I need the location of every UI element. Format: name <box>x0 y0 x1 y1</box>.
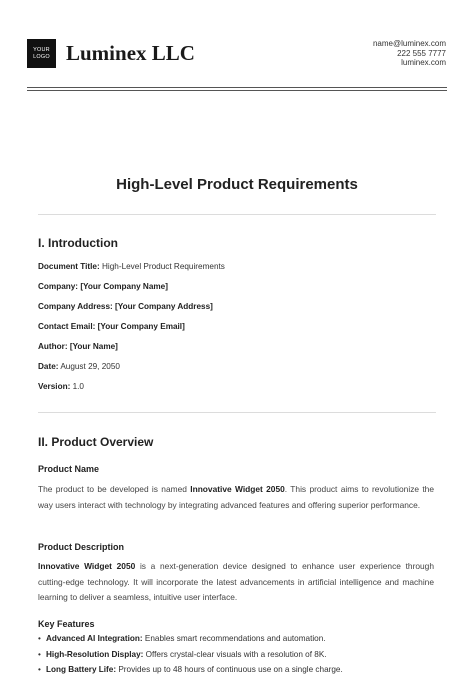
document-title: High-Level Product Requirements <box>116 176 358 193</box>
contact-email[interactable]: name@luminex.com <box>372 39 446 48</box>
header-rule-secondary <box>27 90 447 91</box>
field-date <box>38 362 120 371</box>
field-value: August 29, 2050 <box>60 362 120 371</box>
field-value: High-Level Product Requirements <box>102 262 225 271</box>
contact-website[interactable]: luminex.com <box>401 58 446 67</box>
paragraph-text: . This product aims to revolutionize the way users interact with technology by integrating advanced features and offering superior performance. <box>38 484 434 510</box>
field-label: Date: <box>38 362 59 371</box>
title-divider <box>38 214 436 215</box>
paragraph-text: The product to be developed is named <box>38 484 187 494</box>
section-heading-introduction: I. Introduction <box>38 236 118 250</box>
contact-block <box>373 39 446 68</box>
product-name-highlight: Innovative Widget 2050 <box>38 561 136 571</box>
product-name-highlight: Innovative Widget 2050 <box>190 484 285 494</box>
subheading-product-name: Product Name <box>38 464 100 474</box>
field-value: [Your Company Address] <box>115 302 213 311</box>
subheading-product-description: Product Description <box>38 542 125 552</box>
field-label: Document Title: <box>38 262 100 271</box>
field-label: Company Address: <box>38 302 113 311</box>
field-value: [Your Company Email] <box>97 322 185 331</box>
field-label: Version: <box>38 382 71 391</box>
feature-text: Offers crystal-clear visuals with a resolution of 8K. <box>145 650 327 659</box>
field-value: [Your Name] <box>69 342 118 351</box>
paragraph-product-description <box>38 559 434 606</box>
logo-line-1: YOUR <box>33 47 50 53</box>
paragraph-product-name <box>38 482 434 513</box>
field-label: Author: <box>38 342 68 351</box>
feature-item <box>46 650 327 659</box>
field-contact-email <box>38 322 185 331</box>
logo-line-2: LOGO <box>33 53 50 60</box>
feature-label: Long Battery Life: <box>46 665 117 674</box>
feature-item <box>46 634 326 643</box>
feature-label: Advanced AI Integration: <box>46 634 143 643</box>
field-value: 1.0 <box>72 382 84 391</box>
feature-text: Enables smart recommendations and automation. <box>144 634 326 643</box>
subheading-key-features: Key Features <box>38 619 95 629</box>
paragraph-text: is a next-generation device designed to enhance user experience through cutting-edge technology. It will incorporate the latest advancements in artificial intelligence and machine learning to deliver a seamless, intuitive user interface. <box>38 561 434 602</box>
field-company <box>38 282 168 291</box>
field-document-title <box>38 262 225 271</box>
feature-text: Provides up to 48 hours of continuous use on a single charge. <box>118 665 343 674</box>
feature-item <box>46 665 343 674</box>
section-heading-product-overview: II. Product Overview <box>38 435 154 449</box>
feature-label: High-Resolution Display: <box>46 650 144 659</box>
field-company-address <box>38 302 213 311</box>
section-divider <box>38 412 436 413</box>
field-label: Contact Email: <box>38 322 96 331</box>
field-label: Company: <box>38 282 79 291</box>
contact-phone: 222 555 7777 <box>397 48 446 58</box>
company-name: Luminex LLC <box>66 41 195 65</box>
field-value: [Your Company Name] <box>80 282 168 291</box>
field-author <box>38 342 118 351</box>
company-logo <box>27 39 56 68</box>
header-rule <box>27 87 447 88</box>
field-version <box>38 382 84 391</box>
